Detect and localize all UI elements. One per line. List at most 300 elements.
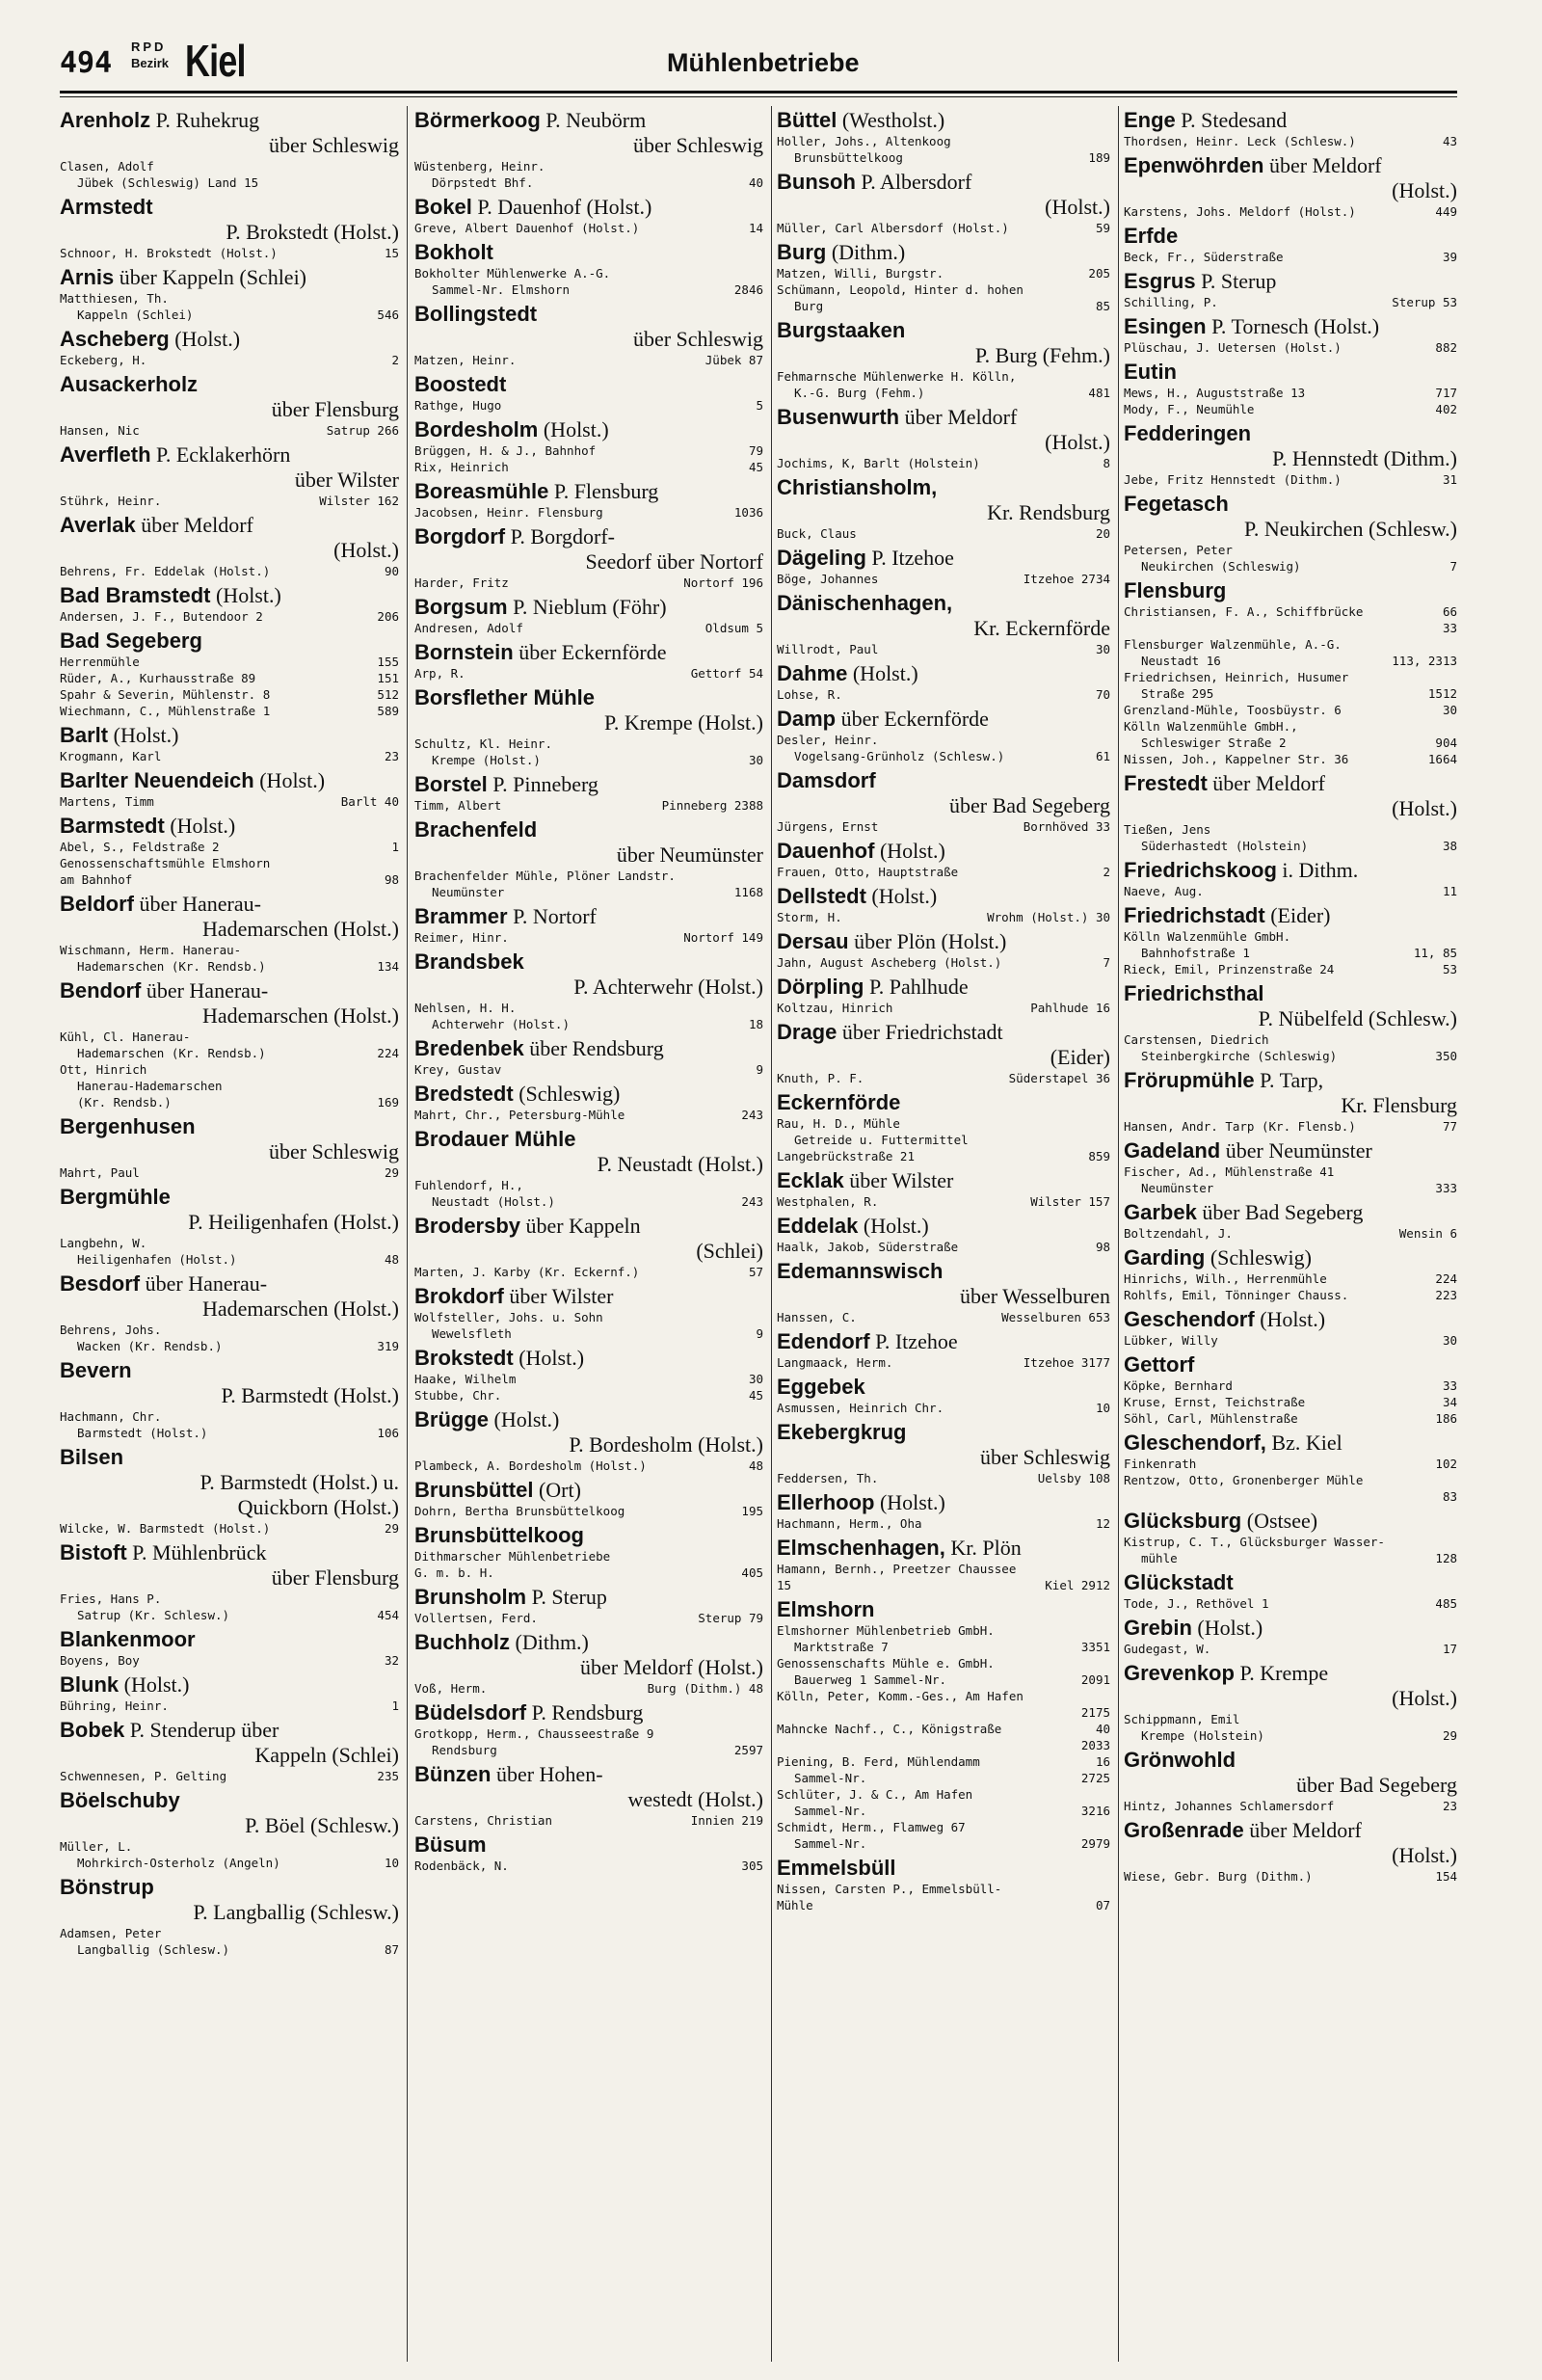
listing-number: 1512 [1427, 686, 1457, 701]
listing-text: Böge, Johannes [777, 572, 879, 586]
postal-info-cont: P. Bordesholm (Holst.) [569, 1432, 763, 1457]
listing-number: 30 [1442, 1333, 1457, 1348]
listing-row [777, 1770, 1110, 1786]
place-entry [1124, 981, 1457, 1068]
place-name: Bokholt [414, 240, 493, 264]
postal-info-cont: Kr. Rendsburg [987, 500, 1110, 524]
place-name: Büdelsdorf [414, 1700, 527, 1725]
postal-info: P. Pinneberg [487, 772, 598, 796]
place-entry [60, 1875, 399, 1962]
listing-text: Tießen, Jens [1124, 822, 1211, 837]
postal-info-cont: (Holst.) [1045, 430, 1110, 454]
listing-row [1124, 1180, 1457, 1196]
page-header [60, 35, 1457, 89]
place-entry [777, 1490, 1110, 1536]
listing-number: Bornhöved 33 [1023, 819, 1110, 834]
place-name: Borsflether Mühle [414, 685, 596, 709]
place-line [777, 1090, 1110, 1115]
listing-number: 38 [1442, 839, 1457, 853]
place-name: Eddelak [777, 1214, 859, 1238]
listing-row [60, 1235, 399, 1251]
listing-row [777, 265, 1110, 281]
listing-text: Hamann, Bernh., Preetzer Chaussee [777, 1562, 1017, 1576]
listing-row [777, 298, 1110, 314]
listing-row [60, 493, 399, 509]
postal-info-cont: P. Barmstedt (Holst.) u. [199, 1470, 399, 1494]
entry-gap [777, 1913, 1110, 1917]
listing-row [1124, 1031, 1457, 1048]
postal-info-cont: Hademarschen (Holst.) [201, 1003, 399, 1028]
listing-row [414, 1016, 763, 1032]
place-name: Ellerhoop [777, 1490, 875, 1514]
listing-number: 2091 [1080, 1672, 1110, 1687]
listing-text: Sammel-Nr. Elmshorn [432, 282, 570, 297]
postal-info-cont: P. Burg (Fehm.) [974, 343, 1110, 367]
place-line [60, 1114, 399, 1139]
place-entry [1124, 858, 1457, 903]
postal-info: P. Stenderup über [124, 1718, 279, 1742]
postal-info: P. Ruhekrug [150, 108, 260, 132]
place-line [414, 372, 763, 397]
listing-text: Jochims, K, Barlt (Holstein) [777, 456, 980, 470]
place-name: Flensburg [1124, 578, 1227, 602]
place-name: Garding [1124, 1245, 1206, 1270]
listing-row [1124, 1798, 1457, 1814]
place-name: Büsum [414, 1832, 487, 1857]
listing-text: Brüggen, H. & J., Bahnhof [414, 443, 597, 458]
place-line [1124, 1431, 1457, 1456]
place-name: Barlt [60, 723, 109, 747]
listing-text: Satrup (Kr. Schlesw.) [77, 1608, 230, 1622]
place-entry [1124, 1616, 1457, 1661]
place-line [1124, 981, 1457, 1006]
listing-text: Plambeck, A. Bordesholm (Holst.) [414, 1458, 647, 1473]
place-entry [60, 978, 399, 1114]
listing-row [60, 1838, 399, 1855]
listing-text: Reimer, Hinr. [414, 930, 509, 945]
listing-text: Süderhastedt (Holstein) [1141, 839, 1309, 853]
listing-text: Schippmann, Emil [1124, 1712, 1240, 1726]
place-name: Gleschendorf, [1124, 1431, 1266, 1455]
listing-text: Grotkopp, Herm., Chausseestraße 9 [414, 1726, 654, 1741]
postal-info: P. Rendsburg [526, 1700, 644, 1725]
place-line [1124, 1509, 1457, 1534]
listing-number: 83 [1442, 1489, 1457, 1504]
listing-number: 9 [756, 1326, 763, 1341]
listing-text: Sammel-Nr. [794, 1836, 867, 1851]
place-line [60, 442, 399, 468]
listing-row [60, 1061, 399, 1078]
place-line [777, 1214, 1110, 1239]
listing-text: Hademarschen (Kr. Rendsb.) [77, 1046, 266, 1060]
listing-row [777, 1400, 1110, 1416]
listing-number: 3216 [1080, 1804, 1110, 1818]
listing-row [414, 352, 763, 368]
place-entry [1124, 224, 1457, 269]
place-line [60, 628, 399, 654]
postal-info: über Eckernförde [836, 707, 989, 731]
listing-number: 1 [391, 1698, 399, 1713]
listing-text: Hansen, Nic [60, 423, 140, 438]
place-name: Damp [777, 707, 837, 731]
listing-number: 1036 [733, 505, 763, 520]
listing-number: 102 [1435, 1457, 1457, 1471]
place-entry [1124, 1138, 1457, 1200]
listing-number: Süderstapel 36 [1008, 1071, 1110, 1085]
listing-number: 45 [748, 1388, 763, 1403]
postal-info: (Holst.) [858, 1214, 929, 1238]
listing-row [777, 1655, 1110, 1671]
postal-info-cont: P. Hennstedt (Dithm.) [1272, 446, 1457, 470]
listing-number: 33 [1442, 1378, 1457, 1393]
place-entry [1124, 1661, 1457, 1748]
column-divider [407, 106, 408, 2362]
listing-text: Harder, Fritz [414, 575, 509, 590]
listing-row [60, 670, 399, 686]
listing-text: Straße 295 [1141, 686, 1214, 701]
place-line [1124, 224, 1457, 249]
listing-number: 48 [748, 1458, 763, 1473]
listing-row [60, 1322, 399, 1338]
place-line [60, 814, 399, 839]
place-name: Bendorf [60, 978, 142, 1003]
postal-info: (Holst.) [119, 1672, 190, 1697]
listing-number: 113, 2313 [1392, 654, 1457, 668]
place-name: Frestedt [1124, 771, 1208, 795]
listing-row [777, 1470, 1110, 1486]
place-name: Ekebergkrug [777, 1420, 907, 1444]
listing-number: 350 [1435, 1049, 1457, 1063]
place-line [60, 1672, 399, 1698]
place-entry [414, 1407, 763, 1478]
postal-info: über Wilster [503, 1284, 614, 1308]
listing-text: Neumünster [432, 885, 505, 899]
listing-row [777, 1704, 1110, 1721]
place-entry [60, 814, 399, 892]
listing-text: Feddersen, Th. [777, 1471, 879, 1485]
listing-row [414, 1061, 763, 1078]
postal-info: (Holst.) [210, 583, 281, 607]
place-name: Büttel [777, 108, 837, 132]
listing-row [1124, 401, 1457, 417]
listing-text: Matzen, Willi, Burgstr. [777, 266, 944, 281]
place-entry [60, 1672, 399, 1718]
listing-row [414, 884, 763, 900]
place-line [414, 1127, 763, 1152]
place-entry [777, 240, 1110, 318]
listing-number: 98 [1095, 1240, 1110, 1254]
place-entry [414, 302, 763, 372]
listing-text: Wewelsfleth [432, 1326, 512, 1341]
postal-info: P. Flensburg [548, 479, 659, 503]
place-name: Bredstedt [414, 1082, 514, 1106]
place-entry [777, 591, 1110, 661]
place-name: Blunk [60, 1672, 120, 1697]
place-name: Bokel [414, 195, 472, 219]
listing-text: Langballig (Schlesw.) [77, 1942, 230, 1957]
place-line [777, 108, 1110, 133]
listing-number: Wilster 162 [319, 494, 399, 508]
postal-info: (Holst.) [1254, 1307, 1326, 1331]
listing-number: 90 [384, 564, 399, 578]
place-line [60, 265, 399, 290]
listing-number: 07 [1095, 1898, 1110, 1912]
place-line [777, 546, 1110, 571]
listing-number: Sterup 79 [698, 1611, 763, 1625]
listing-text: Heiligenhafen (Holst.) [77, 1252, 237, 1267]
place-name: Brokdorf [414, 1284, 504, 1308]
place-entry [60, 628, 399, 723]
listing-row [1124, 133, 1457, 149]
listing-row [1124, 1488, 1457, 1505]
place-entry [60, 723, 399, 768]
listing-text: Neukirchen (Schleswig) [1141, 559, 1301, 574]
place-name: Gettorf [1124, 1352, 1195, 1377]
postal-info: (Holst.) [847, 661, 918, 685]
listing-text: Beck, Fr., Süderstraße [1124, 250, 1284, 264]
postal-info-cont: über Wesselburen [959, 1284, 1110, 1308]
place-name: Bünzen [414, 1762, 492, 1786]
listing-text: Kölln Walzenmühle GmbH. [1124, 929, 1291, 944]
postal-info-cont: über Flensburg [271, 1565, 399, 1590]
postal-info-cont: P. Nübelfeld (Schlesw.) [1258, 1006, 1457, 1030]
listing-number: 589 [377, 704, 399, 718]
listing-row [1124, 1534, 1457, 1550]
listing-text: Kühl, Cl. Hanerau- [60, 1030, 191, 1044]
listing-row [1124, 945, 1457, 961]
listing-text: Hanssen, C. [777, 1310, 857, 1324]
place-line [1124, 108, 1457, 133]
place-entry [414, 595, 763, 640]
listing-number: 717 [1435, 386, 1457, 400]
postal-info: P. Sterup [526, 1585, 607, 1609]
listing-row [414, 220, 763, 236]
listing-row [1124, 702, 1457, 718]
place-name: Eckernförde [777, 1090, 901, 1114]
listing-row [1124, 603, 1457, 620]
listing-text: Hanerau-Hademarschen [77, 1079, 223, 1093]
place-name: Bornstein [414, 640, 514, 664]
listing-text: Greve, Albert Dauenhof (Holst.) [414, 221, 640, 235]
place-line [777, 170, 1110, 195]
listing-text: Plüschau, J. Uetersen (Holst.) [1124, 340, 1342, 355]
listing-text: Willrodt, Paul [777, 642, 879, 656]
listing-text: Schilling, P. [1124, 295, 1218, 309]
place-line [60, 583, 399, 608]
listing-text: Adamsen, Peter [60, 1926, 162, 1940]
listing-text: Bühring, Heinr. [60, 1698, 169, 1713]
listing-row [414, 1457, 763, 1474]
postal-info-cont: P. Barmstedt (Holst.) [221, 1383, 399, 1407]
postal-info-cont: P. Neustadt (Holst.) [597, 1152, 763, 1176]
listing-text: Rüder, A., Kurhausstraße 89 [60, 671, 256, 685]
listing-text: Carstensen, Diedrich [1124, 1032, 1269, 1047]
place-entry [414, 524, 763, 595]
listing-text: Jahn, August Ascheberg (Holst.) [777, 955, 1002, 970]
postal-info: (Holst.) [865, 884, 938, 908]
place-name: Eutin [1124, 360, 1177, 384]
place-line [777, 884, 1110, 909]
place-entry [414, 904, 763, 949]
place-name: Bordesholm [414, 417, 539, 441]
postal-info-cont: (Eider) [1050, 1045, 1110, 1069]
listing-text: Mody, F., Neumühle [1124, 402, 1255, 416]
listing-text: Rentzow, Otto, Gronenberger Mühle [1124, 1473, 1364, 1487]
listing-number: 29 [384, 1521, 399, 1536]
place-line [777, 591, 1110, 616]
entry-gap [1124, 1885, 1457, 1888]
place-line [1124, 1661, 1457, 1686]
place-entry [60, 583, 399, 628]
place-line [60, 108, 399, 133]
listing-text: Voß, Herm. [414, 1681, 488, 1696]
listing-number: Innien 219 [690, 1813, 763, 1828]
postal-info-cont: Hademarschen (Holst.) [201, 917, 399, 941]
listing-number: 7 [1449, 559, 1457, 574]
place-line [414, 479, 763, 504]
listing-row [1124, 1048, 1457, 1064]
place-name: Brunsbüttel [414, 1478, 534, 1502]
place-line [414, 640, 763, 665]
place-name: Grebin [1124, 1616, 1192, 1640]
listing-row [777, 385, 1110, 401]
listing-row [777, 1786, 1110, 1803]
postal-info: Kr. Plön [944, 1536, 1022, 1560]
place-line [60, 1445, 399, 1470]
listing-number: 17 [1442, 1642, 1457, 1656]
postal-info-cont: P. Neukirchen (Schlesw.) [1244, 517, 1457, 541]
listing-row [414, 1725, 763, 1742]
listing-text: Marktstraße 7 [794, 1640, 889, 1654]
listing-row [414, 1610, 763, 1626]
listing-text: Fischer, Ad., Mühlenstraße 41 [1124, 1164, 1335, 1179]
listing-row [60, 563, 399, 579]
listing-number: Burg (Dithm.) 48 [647, 1681, 763, 1696]
listing-row [414, 1812, 763, 1829]
listing-number: 243 [741, 1194, 763, 1209]
listing-number: 882 [1435, 340, 1457, 355]
place-line [414, 595, 763, 620]
place-line [1124, 858, 1457, 883]
place-entry [777, 929, 1110, 975]
listing-number: 5 [756, 398, 763, 413]
listing-text: Rix, Heinrich [414, 460, 509, 474]
place-line [60, 768, 399, 793]
listing-row [777, 1561, 1110, 1577]
postal-info: (Holst.) [874, 1490, 945, 1514]
place-name: Boreasmühle [414, 479, 549, 503]
place-name: Gadeland [1124, 1138, 1221, 1163]
listing-text: Wacken (Kr. Rendsb.) [77, 1339, 223, 1353]
place-entry [777, 768, 1110, 839]
listing-number: 512 [377, 687, 399, 702]
listing-number: 29 [1442, 1728, 1457, 1743]
postal-info-cont: über Schleswig [268, 133, 399, 157]
listing-number: 33 [1442, 621, 1457, 635]
listing-text: Boyens, Boy [60, 1653, 140, 1668]
place-line [414, 1585, 763, 1610]
listing-row [414, 504, 763, 521]
place-name: Grevenkop [1124, 1661, 1235, 1685]
listing-row [414, 281, 763, 298]
listing-text: Wüstenberg, Heinr. [414, 159, 545, 174]
postal-info-cont: über Schleswig [268, 1139, 399, 1163]
place-line [414, 1407, 763, 1432]
postal-info: P. Ecklakerhörn [150, 442, 291, 467]
place-line [414, 524, 763, 549]
place-entry [1124, 771, 1457, 858]
place-entry [1124, 360, 1457, 421]
place-line [777, 929, 1110, 954]
listing-row [777, 1193, 1110, 1210]
place-line [1124, 1352, 1457, 1377]
place-entry [414, 1523, 763, 1585]
listing-row [414, 1107, 763, 1123]
place-line [414, 1700, 763, 1725]
listing-row [1124, 1394, 1457, 1410]
listing-number: 15 [384, 246, 399, 260]
listing-row [1124, 751, 1457, 767]
listing-number: 2033 [1080, 1738, 1110, 1752]
place-entry [60, 1788, 399, 1875]
listing-text: Wiese, Gebr. Burg (Dithm.) [1124, 1869, 1313, 1884]
listing-text: 15 [777, 1578, 792, 1592]
listing-text: Kistrup, C. T., Glücksburger Wasser- [1124, 1535, 1385, 1549]
place-name: Elmschenhagen, [777, 1536, 945, 1560]
listing-number: 449 [1435, 204, 1457, 219]
listing-number: 87 [384, 1942, 399, 1957]
listing-row [777, 1721, 1110, 1737]
place-name: Börmerkoog [414, 108, 541, 132]
listing-number: 3351 [1080, 1640, 1110, 1654]
postal-info-cont: über Schleswig [632, 133, 763, 157]
listing-text: Abel, S., Feldstraße 2 [60, 840, 220, 854]
listing-row [414, 1564, 763, 1581]
postal-info-cont: (Holst.) [1392, 796, 1457, 820]
listing-row [60, 1925, 399, 1941]
place-line [1124, 903, 1457, 928]
listing-text: Achterwehr (Holst.) [432, 1017, 570, 1031]
place-line [414, 417, 763, 442]
listing-number: Wilster 157 [1030, 1194, 1110, 1209]
header-rule [60, 91, 1457, 94]
place-name: Esgrus [1124, 269, 1196, 293]
place-entry [777, 661, 1110, 707]
listing-number: 224 [1435, 1271, 1457, 1286]
place-entry [414, 1478, 763, 1523]
place-entry [414, 372, 763, 417]
listing-text: Bauerweg 1 Sammel-Nr. [794, 1672, 947, 1687]
listing-row [1124, 685, 1457, 702]
place-line [1124, 1200, 1457, 1225]
listing-text: Knuth, P. F. [777, 1071, 864, 1085]
place-line [1124, 314, 1457, 339]
listing-text: Stührk, Heinr. [60, 494, 162, 508]
place-line [60, 1627, 399, 1652]
listing-row [777, 1515, 1110, 1532]
postal-info-cont: (Holst.) [1045, 195, 1110, 219]
place-line [1124, 492, 1457, 517]
place-name: Frörupmühle [1124, 1068, 1255, 1092]
listing-text: Andersen, J. F., Butendoor 2 [60, 609, 263, 624]
place-line [777, 318, 1110, 343]
postal-info-cont: P. Brokstedt (Holst.) [226, 220, 399, 244]
listing-number: 2846 [733, 282, 763, 297]
place-name: Ausackerholz [60, 372, 199, 396]
postal-info-cont: über Schleswig [979, 1445, 1110, 1469]
place-entry [60, 513, 399, 583]
entry-gap [60, 1958, 399, 1962]
